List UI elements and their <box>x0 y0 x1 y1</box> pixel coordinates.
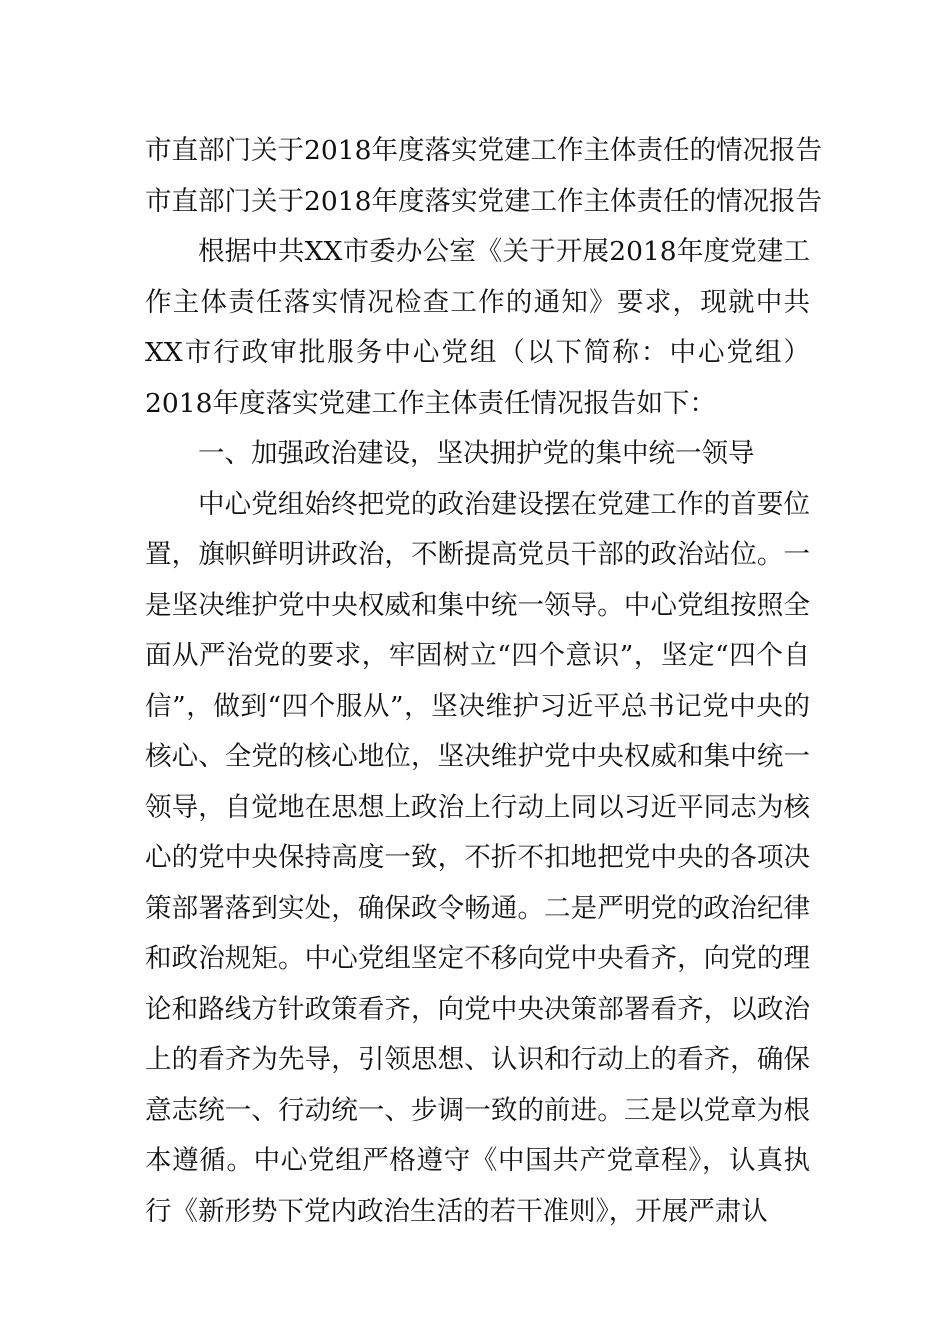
document-title-line-2: 市直部门关于2018年度落实党建工作主体责任的情况报告 <box>145 185 822 217</box>
intro-paragraph: 根据中共XX市委办公室《关于开展2018年度党建工作主体责任落实情况检查工作的通知》要求，现就中共XX市行政审批服务中心党组（以下简称：中心党组）2018年度落实党建工作主体责任情况报告如下： <box>145 236 810 419</box>
document-title-line-1: 市直部门关于2018年度落实党建工作主体责任的情况报告 <box>145 135 822 166</box>
section-1-paragraph: 中心党组始终把党的政治建设摆在党建工作的首要位置，旗帜鲜明讲政治，不断提高党员干部的政治站位。一是坚决维护党中央权威和集中统一领导。中心党组按照全面从严治党的要求，牢固树立“四个意识”，坚定“四个自信”，做到“四个服从”，坚决维护习近平总书记党中央的核心、全党的核心地位，坚决维护党中央权威和集中统一领导，自觉地在思想上政治上行动上同以习近平同志为核心的党中央保持高度一致，不折不扣地把党中央的各项决策部署落到实处，确保政令畅通。二是严明党的政治纪律和政治规矩。中心党组坚定不移向党中央看齐，向党的理论和路线方针政策看齐，向党中央决策部署看齐，以政治上的看齐为先导，引领思想、认识和行动上的看齐，确保意志统一、行动统一、步调一致的前进。三是以党章为根本遵循。中心党组严格遵守《中国共产党章程》，认真执行《新形势下党内政治生活的若干准则》，开展严肃认 <box>145 488 810 1227</box>
document-body <box>145 126 822 1237</box>
section-1-heading: 一、加强政治建设，坚决拥护党的集中统一领导 <box>198 438 755 469</box>
